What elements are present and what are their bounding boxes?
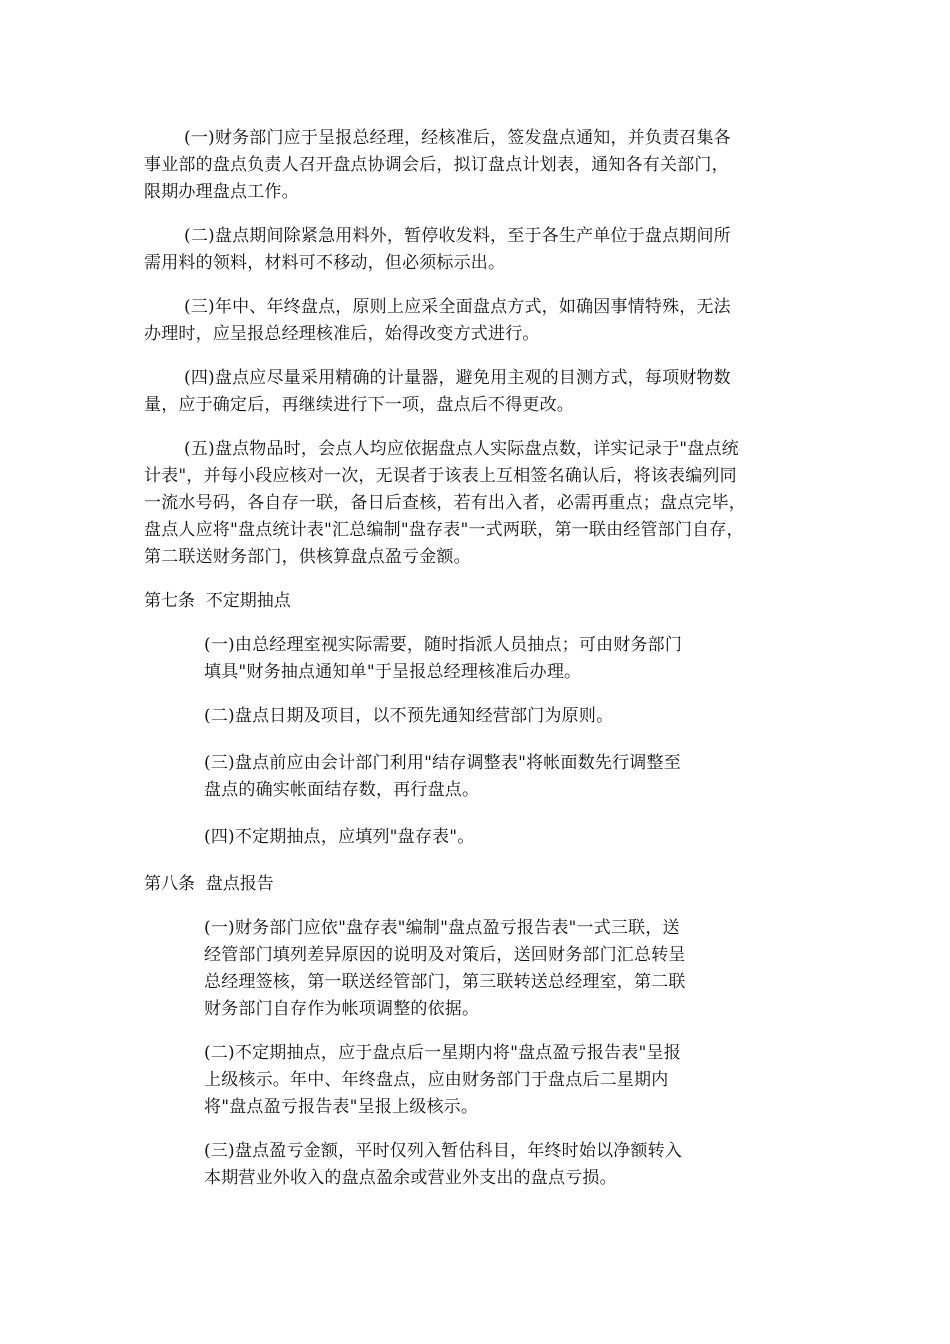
text-line: (二)盘点日期及项目，以不预先通知经营部门为原则。 (204, 706, 614, 726)
text-line: 盘点人应将"盘点统计表"汇总编制"盘存表"一式两联，第一联由经管部门自存， (144, 520, 744, 540)
text-line: 事业部的盘点负责人召开盘点协调会后，拟订盘点计划表，通知各有关部门， (144, 155, 729, 175)
section7-heading: 第七条 不定期抽点 (144, 591, 291, 611)
text-line: 办理时，应呈报总经理核准后，始得改变方式进行。 (144, 324, 540, 344)
text-line: 填具"财务抽点通知单"于呈报总经理核准后办理。 (204, 662, 582, 682)
section8-heading: 第八条 盘点报告 (144, 874, 274, 894)
text-line: 盘点的确实帐面结存数，再行盘点。 (204, 780, 480, 800)
text-line: 限期办理盘点工作。 (144, 182, 299, 202)
text-line: 量，应于确定后，再继续进行下一项，盘点后不得更改。 (144, 395, 574, 415)
text-line: (一)财务部门应于呈报总经理，经核准后，签发盘点通知，并负责召集各 (184, 128, 731, 148)
text-line: 将"盘点盈亏报告表"呈报上级核示。 (204, 1097, 479, 1117)
text-line: 第二联送财务部门，供核算盘点盈亏金额。 (144, 547, 471, 567)
text-line: (五)盘点物品时，会点人均应依据盘点人实际盘点数，详实记录于"盘点统 (184, 439, 739, 459)
text-line: 计表"，并每小段应核对一次，无误者于该表上互相签名确认后，将该表编列同 (144, 466, 737, 486)
text-line: (三)盘点盈亏金额，平时仅列入暂估科目，年终时始以净额转入 (204, 1141, 683, 1161)
text-line: (一)财务部门应依"盘存表"编制"盘点盈亏报告表"一式三联，送 (204, 918, 680, 938)
text-line: (二)不定期抽点，应于盘点后一星期内将"盘点盈亏报告表"呈报 (204, 1043, 681, 1063)
text-line: (三)年中、年终盘点，原则上应采全面盘点方式，如确因事情特殊，无法 (184, 297, 731, 317)
text-line: (四)盘点应尽量采用精确的计量器，避免用主观的目测方式，每项财物数 (184, 368, 731, 388)
text-line: (一)由总经理室视实际需要，随时指派人员抽点；可由财务部门 (204, 635, 683, 655)
text-line: 需用料的领料，材料可不移动，但必须标示出。 (144, 253, 506, 273)
text-line: 一流水号码，各自存一联，备日后查核，若有出入者，必需再重点；盘点完毕， (144, 493, 746, 513)
text-line: (三)盘点前应由会计部门利用"结存调整表"将帐面数先行调整至 (204, 753, 681, 773)
text-line: 经管部门填列差异原因的说明及对策后，送回财务部门汇总转呈 (204, 945, 686, 965)
text-line: 本期营业外收入的盘点盈余或营业外支出的盘点亏损。 (204, 1168, 617, 1188)
text-line: 总经理签核，第一联送经管部门，第三联转送总经理室，第二联 (204, 972, 686, 992)
text-line: 财务部门自存作为帐项调整的依据。 (204, 999, 480, 1019)
text-line: (四)不定期抽点，应填列"盘存表"。 (204, 827, 475, 847)
text-line: 上级核示。年中、年终盘点，应由财务部门于盘点后二星期内 (204, 1070, 669, 1090)
text-line: (二)盘点期间除紧急用料外，暂停收发料，至于各生产单位于盘点期间所 (184, 226, 731, 246)
